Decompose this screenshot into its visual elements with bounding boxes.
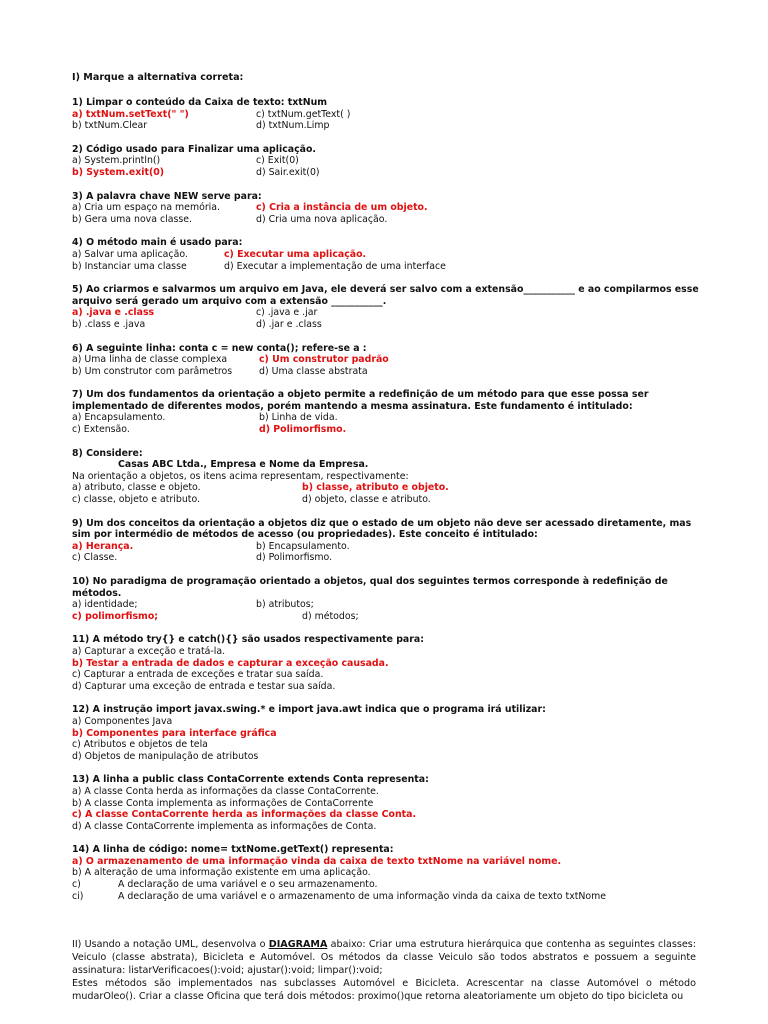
question-3 [72,191,704,226]
answer-option: a) Herança. [72,540,134,552]
section-heading: I) Marque a alternativa correta: [72,72,244,83]
question-title: 12) A instrução import javax.swing.* e import java.awt indica que o programa irá utilizar: [72,704,546,716]
answer-option: c) Capturar a entrada de exceções e tratar sua saída. [72,669,324,681]
answer-option: d) Polimorfismo. [259,424,347,436]
question-9 [72,518,704,564]
question-2 [72,144,704,179]
question-12 [72,704,704,762]
answer-option [72,879,704,891]
answer-option: b) classe, atributo e objeto. [302,482,449,494]
option-letter: ci) [72,890,84,902]
answer-option: b) Componentes para interface gráfica [72,727,277,739]
question-subtitle: Casas ABC Ltda., Empresa e Nome da Empresa. [118,459,369,471]
question-title: 5) Ao criarmos e salvarmos um arquivo em Java, ele deverá ser salvo com a extensão___________ e ao compilarmos esse arquivo será gerado um arquivo com a extensão ___________. [72,284,699,307]
question-statement: Na orientação a objetos, os itens acima representam, respectivamente: [72,470,409,482]
question-10 [72,576,704,622]
answer-option: d) A classe ContaCorrente implementa as informações de Conta. [72,820,377,832]
answer-option: a) System.println() [72,155,161,167]
answer-option: a) Cria um espaço na memória. [72,202,221,214]
question-7 [72,389,704,435]
answer-option: a) atributo, classe e objeto. [72,482,201,494]
answer-option: b) Um construtor com parâmetros [72,365,233,377]
answer-option: d) .jar e .class [256,318,322,330]
answer-option: a) Componentes Java [72,715,173,727]
option-row [72,249,704,261]
question-list [72,97,704,902]
answer-option: b) Linha de vida. [259,412,338,424]
question-title: 2) Código usado para Finalizar uma aplicação. [72,143,316,155]
option-row [72,541,704,553]
option-row [72,120,704,132]
answer-option: b) Testar a entrada de dados e capturar a exceção causada. [72,657,389,669]
question-title: 3) A palavra chave NEW serve para: [72,190,262,202]
question-title: 1) Limpar o conteúdo da Caixa de texto: txtNum [72,97,328,108]
option-row [72,366,704,378]
question-1 [72,97,704,132]
option-row [72,214,704,226]
answer-option: c) classe, objeto e atributo. [72,494,200,506]
answer-option: d) Sair.exit(0) [256,166,320,178]
option-row [72,155,704,167]
option-text: A declaração de uma variável e o seu armazenamento. [118,879,378,891]
question-5 [72,284,704,330]
answer-option: a) .java e .class [72,307,155,319]
answer-option: c) Cria a instância de um objeto. [256,202,428,214]
question-title: 6) A seguinte linha: conta c = new conta(); refere-se a : [72,342,367,354]
answer-option: b) .class e .java [72,318,146,330]
answer-option: b) Instanciar uma classe [72,260,187,272]
question-title: 8) Considere: [72,447,143,459]
answer-option [72,891,704,903]
answer-option: a) Capturar a exceção e tratá-la. [72,645,226,657]
question-title: 7) Um dos fundamentos da orientação a objeto permite a redefinição de um método para que esse possa ser implementado de diferentes modos, porém mantendo a mesma assinatura. Este fundamento é intitulado: [72,389,649,412]
question-11 [72,634,704,692]
answer-option: c) Exit(0) [256,155,299,167]
answer-option: d) Objetos de manipulação de atributos [72,750,259,762]
option-row [72,307,704,319]
answer-option: d) métodos; [302,610,359,622]
option-row [72,482,704,494]
answer-option: b) Gera uma nova classe. [72,213,192,225]
question-13 [72,774,704,832]
answer-option: a) Uma linha de classe complexa [72,354,228,366]
option-row [72,261,704,273]
option-row [72,109,704,121]
option-row [72,552,704,564]
question-title: 9) Um dos conceitos da orientação a objetos diz que o estado de um objeto não deve ser acessado diretamente, mas sim por intermédio de métodos de acesso (ou propriedades). Este conceito é intitulado: [72,517,692,541]
answer-option: d) objeto, classe e atributo. [302,494,431,506]
answer-option: c) Classe. [72,552,118,564]
answer-option: a) A classe Conta herda as informações da classe ContaCorrente. [72,785,379,797]
option-row [72,354,704,366]
answer-option: b) atributos; [256,599,314,611]
option-text: A declaração de uma variável e o armazenamento de uma informação vinda da caixa de texto txtNome [118,890,607,902]
option-row [72,494,704,506]
question-title: 4) O método main é usado para: [72,237,243,249]
answer-option: d) Cria uma nova aplicação. [256,213,388,225]
answer-option: c) .java e .jar [256,307,318,319]
exam-page [72,72,704,914]
question-6 [72,343,704,378]
answer-option: a) Encapsulamento. [72,412,166,424]
answer-option: b) A classe Conta implementa as informações de ContaCorrente [72,797,374,809]
question-title: 10) No paradigma de programação orientado a objetos, qual dos seguintes termos corresponde à redefinição de métodos. [72,576,668,599]
answer-option: d) txtNum.Limp [256,120,330,132]
answer-option: b) A alteração de uma informação existente em uma aplicação. [72,867,371,879]
answer-option: a) O armazenamento de uma informação vinda da caixa de texto txtNome na variável nome. [72,855,562,867]
option-row [72,611,704,623]
option-row [72,202,704,214]
question-4 [72,237,704,272]
answer-option: c) Extensão. [72,424,130,436]
option-row [72,599,704,611]
answer-option: c) txtNum.getText( ) [256,108,351,120]
part-two-line2: Estes métodos são implementados nas subclasses Automóvel e Bicicleta. Acrescentar na classe Automóvel o método mudarOleo(). Criar a classe Oficina que terá dois métodos: proximo()que retorna aleatoriamente um objeto do tipo bicicleta ou [72,978,696,1002]
option-row [72,412,704,424]
answer-option: b) System.exit(0) [72,166,165,178]
answer-option: c) Executar uma aplicação. [224,248,367,260]
answer-option: c) polimorfismo; [72,610,159,622]
answer-option: c) A classe ContaCorrente herda as informações da classe Conta. [72,809,417,821]
answer-option: a) txtNum.setText(" ") [72,108,189,120]
question-8 [72,448,704,506]
answer-option: d) Capturar uma exceção de entrada e testar sua saída. [72,680,336,692]
answer-option: d) Executar a implementação de uma interface [224,260,446,272]
question-title: 11) A método try{} e catch(){} são usados respectivamente para: [72,634,424,646]
part-two-body: abaixo: Criar uma estrutura hierárquica que contenha as seguintes classes: Veiculo (classe abstrata), Bicicleta e Automóvel. Os métodos da classe Veiculo são todos abstratos e possuem a seguinte assinatura: listarVerificacoes():void; ajustar():void; limpar():void; [72,939,696,976]
option-row [72,424,704,436]
answer-option: a) identidade; [72,599,138,611]
option-row [72,319,704,331]
option-row [72,167,704,179]
question-title: 13) A linha a public class ContaCorrente extends Conta representa: [72,774,429,786]
part-two-paragraph [72,938,696,1003]
answer-option: a) Salvar uma aplicação. [72,248,188,260]
question-14 [72,844,704,902]
option-letter: c) [72,879,81,891]
part-two-intro: II) Usando a notação UML, desenvolva o [72,939,269,950]
answer-option: d) Uma classe abstrata [259,365,368,377]
answer-option: b) Encapsulamento. [256,540,350,552]
answer-option: c) Atributos e objetos de tela [72,739,208,751]
answer-option: b) txtNum.Clear [72,120,148,132]
answer-option: d) Polimorfismo. [256,552,333,564]
part-two-keyword: DIAGRAMA [268,939,328,950]
question-title: 14) A linha de código: nome= txtNome.getText() representa: [72,844,394,856]
answer-option: c) Um construtor padrão [259,354,389,366]
